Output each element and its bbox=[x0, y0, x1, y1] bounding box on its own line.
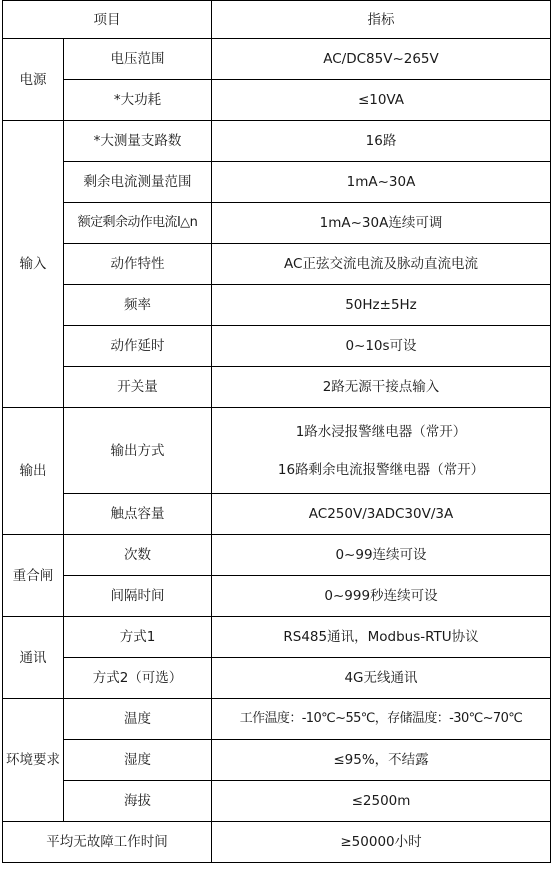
row-value: ≤95%，不结露 bbox=[212, 740, 551, 781]
mtbf-value: ≥50000小时 bbox=[212, 822, 551, 863]
row-value: 0~999秒连续可设 bbox=[212, 576, 551, 617]
row-label: 方式2（可选） bbox=[64, 658, 212, 699]
section-env: 环境要求 bbox=[3, 699, 64, 822]
row-label: 剩余电流测量范围 bbox=[64, 162, 212, 203]
value-line-1: 1路水浸报警继电器（常开） bbox=[295, 423, 467, 440]
row-value-multi bbox=[212, 408, 551, 494]
row-label: 间隔时间 bbox=[64, 576, 212, 617]
row-value: 16路 bbox=[212, 121, 551, 162]
row-label: 温度 bbox=[64, 699, 212, 740]
table-row bbox=[3, 121, 551, 162]
row-value: 0~99连续可设 bbox=[212, 535, 551, 576]
table-row bbox=[3, 822, 551, 863]
row-label: 触点容量 bbox=[64, 494, 212, 535]
row-value: AC正弦交流电流及脉动直流电流 bbox=[212, 244, 551, 285]
row-value: AC250V/3ADC30V/3A bbox=[212, 494, 551, 535]
row-value: 工作温度：-10℃~55℃，存储温度：-30℃~70℃ bbox=[212, 699, 551, 740]
row-label: 动作延时 bbox=[64, 326, 212, 367]
section-reclose: 重合闸 bbox=[3, 535, 64, 617]
table-row bbox=[3, 535, 551, 576]
row-value: RS485通讯，Modbus-RTU协议 bbox=[212, 617, 551, 658]
section-power: 电源 bbox=[3, 39, 64, 121]
row-label: 湿度 bbox=[64, 740, 212, 781]
row-label: *大测量支路数 bbox=[64, 121, 212, 162]
table-row bbox=[3, 80, 551, 121]
table-row bbox=[3, 162, 551, 203]
table-row bbox=[3, 617, 551, 658]
row-label: 电压范围 bbox=[64, 39, 212, 80]
table-row bbox=[3, 285, 551, 326]
row-value: 0~10s可设 bbox=[212, 326, 551, 367]
row-label: *大功耗 bbox=[64, 80, 212, 121]
header-spec: 指标 bbox=[212, 1, 551, 39]
table-row bbox=[3, 576, 551, 617]
mtbf-label: 平均无故障工作时间 bbox=[3, 822, 212, 863]
table-row bbox=[3, 658, 551, 699]
table-row bbox=[3, 367, 551, 408]
row-value: ≤2500m bbox=[212, 781, 551, 822]
row-value: ≤10VA bbox=[212, 80, 551, 121]
table-row bbox=[3, 244, 551, 285]
table-row bbox=[3, 408, 551, 494]
table-row bbox=[3, 39, 551, 80]
header-item: 项目 bbox=[3, 1, 212, 39]
table-row bbox=[3, 203, 551, 244]
row-value: 4G无线通讯 bbox=[212, 658, 551, 699]
row-value: 2路无源干接点输入 bbox=[212, 367, 551, 408]
section-input: 输入 bbox=[3, 121, 64, 408]
table-row bbox=[3, 781, 551, 822]
row-label: 海拔 bbox=[64, 781, 212, 822]
table-row bbox=[3, 494, 551, 535]
table-row bbox=[3, 326, 551, 367]
table-header-row bbox=[3, 1, 551, 39]
row-label: 输出方式 bbox=[64, 408, 212, 494]
value-line-2: 16路剩余电流报警继电器（常开） bbox=[277, 461, 485, 478]
table-row bbox=[3, 740, 551, 781]
table-row bbox=[3, 699, 551, 740]
row-label: 额定剩余动作电流I△n bbox=[64, 203, 212, 244]
row-value: AC/DC85V~265V bbox=[212, 39, 551, 80]
row-label: 频率 bbox=[64, 285, 212, 326]
row-label: 开关量 bbox=[64, 367, 212, 408]
row-label: 次数 bbox=[64, 535, 212, 576]
row-label: 方式1 bbox=[64, 617, 212, 658]
section-output: 输出 bbox=[3, 408, 64, 535]
row-label: 动作特性 bbox=[64, 244, 212, 285]
row-value: 1mA~30A连续可调 bbox=[212, 203, 551, 244]
spec-table bbox=[2, 0, 551, 863]
section-comm: 通讯 bbox=[3, 617, 64, 699]
row-value: 50Hz±5Hz bbox=[212, 285, 551, 326]
row-value: 1mA~30A bbox=[212, 162, 551, 203]
